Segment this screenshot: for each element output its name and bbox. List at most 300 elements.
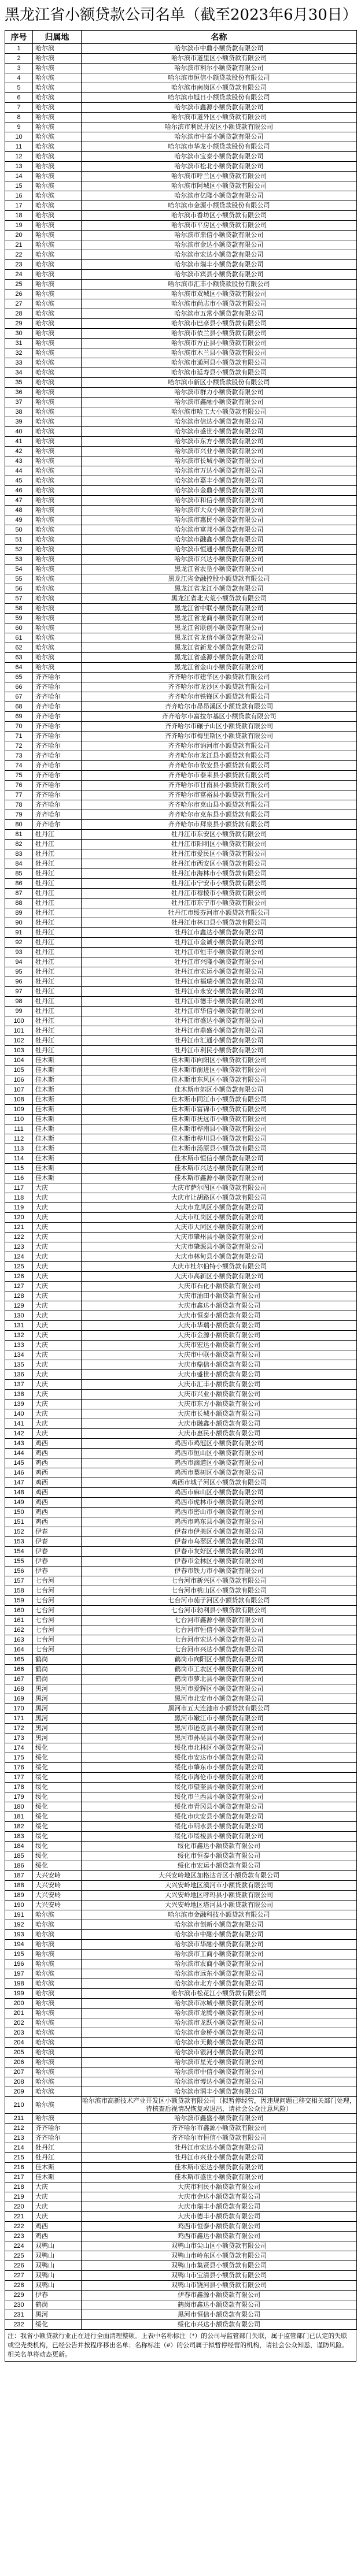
row-serial: 213 [5,2133,33,2143]
table-row [5,172,357,181]
row-region: 哈尔滨 [33,211,82,221]
row-serial: 143 [5,1439,33,1449]
table-row [5,1920,357,1930]
row-serial: 56 [5,584,33,594]
row-serial: 151 [5,1517,33,1527]
row-region: 哈尔滨 [33,1920,82,1930]
row-company-name: 哈尔滨市利民开发区小额贷款有限公司 [82,123,357,132]
row-region: 哈尔滨 [33,1979,82,1989]
table-row [5,123,357,132]
row-company-name: 哈尔滨市兴业小额贷款有限公司 [82,447,357,456]
column-header-region: 归属地 [33,31,82,44]
row-serial: 106 [5,1075,33,1085]
row-region: 哈尔滨 [33,604,82,614]
row-company-name: 牡丹江市阳明区小额贷款有限公司 [82,840,357,849]
row-company-name: 大庆市长城小额贷款有限公司 [82,1409,357,1419]
row-company-name: 大庆市金源小额贷款有限公司 [82,1331,357,1341]
table-row [5,977,357,987]
row-company-name: 黑河市嫩江市小额贷款有限公司 [82,1714,357,1724]
row-region: 鸡西 [33,1468,82,1478]
table-row [5,1016,357,1026]
row-company-name: 哈尔滨市惠民小额贷款有限公司 [82,515,357,525]
table-row [5,1812,357,1822]
row-serial: 55 [5,574,33,584]
row-company-name: 七台河市宏达小额贷款有限公司 [82,1635,357,1645]
row-serial: 131 [5,1321,33,1331]
row-serial: 175 [5,1753,33,1763]
row-region: 哈尔滨 [33,427,82,437]
row-company-name: 哈尔滨市道外区小额贷款有限公司 [82,113,357,123]
row-region: 哈尔滨 [33,368,82,378]
row-region: 鹤岗 [33,1655,82,1665]
row-serial: 139 [5,1400,33,1409]
row-region: 哈尔滨 [33,2028,82,2038]
row-region: 双鸭山 [33,2281,82,2291]
table-row [5,309,357,319]
row-region: 牡丹江 [33,830,82,840]
row-serial: 79 [5,810,33,820]
table-row [5,1881,357,1891]
table-row [5,2202,357,2212]
table-row [5,2281,357,2291]
row-serial: 190 [5,1901,33,1910]
column-header-serial: 序号 [5,31,33,44]
row-region: 牡丹江 [33,1016,82,1026]
row-company-name: 哈尔滨市龙跃小额贷款有限公司 [82,2018,357,2028]
row-region: 七台河 [33,1606,82,1616]
table-row [5,1242,357,1252]
table-row [5,1655,357,1665]
row-serial: 71 [5,732,33,741]
row-region: 牡丹江 [33,879,82,889]
row-company-name: 牡丹江市恒丰小额贷款有限公司 [82,948,357,957]
table-row [5,1930,357,1940]
row-region: 大庆 [33,1183,82,1193]
table-row [5,496,357,506]
table-row [5,761,357,771]
row-region: 牡丹江 [33,899,82,908]
row-serial: 21 [5,240,33,250]
row-company-name: 齐齐哈尔市铁锋区小额贷款有限公司 [82,692,357,702]
row-region: 齐齐哈尔 [33,712,82,722]
row-company-name: 齐齐哈尔市龙沙区小额贷款有限公司 [82,682,357,692]
row-region: 黑河 [33,1704,82,1714]
row-region: 齐齐哈尔 [33,722,82,732]
table-row [5,240,357,250]
table-row [5,1901,357,1910]
row-company-name: 哈尔滨市冰城小额贷款有限公司 [82,1999,357,2009]
row-company-name: 哈尔滨市金融科技小额贷款有限公司 [82,1910,357,1920]
table-row [5,908,357,918]
row-serial: 198 [5,1979,33,1989]
table-row [5,1115,357,1124]
row-company-name: 佳木斯市桦南县小额贷款有限公司 [82,1124,357,1134]
table-row [5,103,357,113]
row-serial: 22 [5,250,33,260]
table-row [5,967,357,977]
row-serial: 210 [5,2097,33,2114]
row-region: 大庆 [33,1213,82,1223]
row-company-name: 哈尔滨市鑫盛小额贷款有限公司 [82,2114,357,2124]
page-title: 黑龙江省小额贷款公司名单（截至2023年6月30日） [5,6,358,24]
row-region: 七台河 [33,1645,82,1655]
row-company-name: 哈尔滨市延寿县小额贷款有限公司 [82,368,357,378]
row-serial: 105 [5,1066,33,1075]
row-serial: 166 [5,1665,33,1675]
row-region: 绥化 [33,1851,82,1861]
row-company-name: 黑河市恒信小额贷款有限公司 [82,2310,357,2320]
row-serial: 149 [5,1498,33,1508]
table-row [5,1979,357,1989]
table-row [5,771,357,781]
row-serial: 13 [5,162,33,172]
row-serial: 126 [5,1272,33,1282]
row-company-name: 双鸭山市岭东区小额贷款有限公司 [82,2251,357,2261]
row-company-name: 佳木斯市兴达小额贷款有限公司 [82,1164,357,1174]
row-region: 齐齐哈尔 [33,820,82,830]
row-company-name: 黑龙江省联创小额贷款有限公司 [82,623,357,633]
row-region: 哈尔滨 [33,574,82,584]
row-region: 鸡西 [33,2232,82,2241]
row-serial: 76 [5,781,33,790]
table-row [5,781,357,790]
row-region: 绥化 [33,1743,82,1753]
row-company-name: 伊春市铁力市小额贷款有限公司 [82,1567,357,1576]
row-company-name: 大兴安岭地区塔河县小额贷款有限公司 [82,1901,357,1910]
table-row [5,1301,357,1311]
row-company-name: 哈尔滨市龙腾小额贷款有限公司 [82,2009,357,2018]
row-region: 大庆 [33,1203,82,1213]
table-row [5,2038,357,2048]
table-row [5,1861,357,1871]
table-row [5,2114,357,2124]
table-row [5,437,357,447]
table-row [5,525,357,535]
table-row [5,1675,357,1684]
row-company-name: 大庆市兴业小额贷款有限公司 [82,1390,357,1400]
table-row [5,1046,357,1056]
table-row [5,201,357,211]
table-row [5,1645,357,1655]
table-row [5,840,357,849]
row-region: 哈尔滨 [33,132,82,142]
row-company-name: 牡丹江市利民小额贷款有限公司 [82,1046,357,1056]
table-row [5,2212,357,2222]
row-company-name: 黑河市逊克县小额贷款有限公司 [82,1724,357,1734]
table-row [5,358,357,368]
row-serial: 134 [5,1350,33,1360]
row-serial: 221 [5,2212,33,2222]
table-row [5,594,357,604]
table-row [5,1910,357,1920]
table-row [5,2087,357,2097]
row-company-name: 哈尔滨市金鼎小额贷款有限公司 [82,486,357,496]
row-company-name: 哈尔滨市木兰县小额贷款有限公司 [82,348,357,358]
row-region: 七台河 [33,1596,82,1606]
table-row [5,2320,357,2330]
row-serial: 7 [5,103,33,113]
row-company-name: 佳木斯市同江市小额贷款有限公司 [82,1095,357,1105]
table-row [5,1390,357,1400]
row-company-name: 大庆市宏达小额贷款有限公司 [82,1341,357,1350]
row-serial: 36 [5,388,33,398]
row-company-name: 哈尔滨市工商小额贷款有限公司 [82,1950,357,1959]
row-region: 大庆 [33,2182,82,2192]
table-row [5,1311,357,1321]
row-serial: 226 [5,2261,33,2271]
row-company-name: 哈尔滨市利尔小额贷款有限公司 [82,64,357,73]
row-region: 佳木斯 [33,1085,82,1095]
table-row [5,2097,357,2114]
row-serial: 58 [5,604,33,614]
row-company-name: 哈尔滨市尚志市小额贷款有限公司 [82,299,357,309]
table-row [5,1429,357,1439]
row-company-name: 七台河市鑫源小额贷款有限公司 [82,1616,357,1625]
row-serial: 200 [5,1999,33,2009]
row-company-name: 齐齐哈尔市泰来县小额贷款有限公司 [82,771,357,781]
table-row [5,1154,357,1164]
row-region: 哈尔滨 [33,614,82,623]
row-company-name: 大庆市红岗区小额贷款有限公司 [82,1213,357,1223]
row-company-name: 鸡西市鸡东县小额贷款有限公司 [82,1517,357,1527]
row-serial: 193 [5,1930,33,1940]
row-serial: 41 [5,437,33,447]
row-serial: 23 [5,260,33,270]
row-region: 伊春 [33,2291,82,2300]
row-region: 鸡西 [33,1508,82,1517]
table-row [5,83,357,93]
row-company-name: 哈尔滨市华龙小额贷款股份有限公司 [82,142,357,152]
row-region: 牡丹江 [33,849,82,859]
row-serial: 61 [5,633,33,643]
row-serial: 179 [5,1792,33,1802]
row-region: 哈尔滨 [33,2068,82,2077]
table-row [5,1714,357,1724]
row-serial: 127 [5,1282,33,1291]
row-serial: 96 [5,977,33,987]
table-row [5,722,357,732]
row-company-name: 七台河市兴达小额贷款有限公司 [82,1645,357,1655]
row-region: 哈尔滨 [33,1940,82,1950]
row-company-name: 哈尔滨市五常小额贷款有限公司 [82,309,357,319]
row-company-name: 哈尔滨市兴达小额贷款有限公司 [82,555,357,565]
table-row [5,2058,357,2068]
row-company-name: 齐齐哈尔市富拉尔基区小额贷款有限公司 [82,712,357,722]
row-company-name: 鹤岗市工农区小额贷款有限公司 [82,1665,357,1675]
row-serial: 168 [5,1684,33,1694]
row-region: 哈尔滨 [33,191,82,201]
row-region: 哈尔滨 [33,172,82,181]
row-region: 伊春 [33,1547,82,1557]
row-company-name: 哈尔滨市和信小额贷款有限公司 [82,496,357,506]
row-company-name: 哈尔滨市方正县小额贷款有限公司 [82,339,357,348]
row-region: 佳木斯 [33,1105,82,1115]
row-serial: 17 [5,201,33,211]
table-row [5,1478,357,1488]
row-serial: 133 [5,1341,33,1350]
row-company-name: 牡丹江市兴业小额贷款有限公司 [82,2153,357,2163]
row-serial: 228 [5,2281,33,2291]
table-row [5,1291,357,1301]
row-serial: 102 [5,1036,33,1046]
row-company-name: 哈尔滨市华融小额贷款有限公司 [82,1940,357,1950]
table-row [5,1174,357,1183]
row-company-name: 牡丹江市爱民区小额贷款有限公司 [82,849,357,859]
row-region: 哈尔滨 [33,506,82,515]
row-region: 佳木斯 [33,1115,82,1124]
row-region: 佳木斯 [33,2173,82,2182]
table-row [5,928,357,938]
row-serial: 75 [5,771,33,781]
table-row [5,1822,357,1832]
row-serial: 32 [5,348,33,358]
row-region: 伊春 [33,1527,82,1537]
row-serial: 230 [5,2300,33,2310]
row-company-name: 齐齐哈尔市甘南县小额贷款有限公司 [82,781,357,790]
row-region: 哈尔滨 [33,535,82,545]
row-serial: 199 [5,1989,33,1999]
row-region: 双鸭山 [33,2271,82,2281]
row-serial: 66 [5,682,33,692]
row-serial: 141 [5,1419,33,1429]
row-serial: 98 [5,997,33,1007]
footnote: 注：我省小额贷款行业正在进行全面清理整顿。上表中名称标注（*）的公司与监管部门失联，属于监管部门已认定的失联或空壳类机构，已经公告并按程序移出名单；名称标注（#）的公司属于拟暂停经营的机构，请社会公众知悉，谨防风险。相关名单将动态更新。 [5,2330,356,2362]
table-row [5,2009,357,2018]
row-company-name: 牡丹江市鼎盛小额贷款有限公司 [82,1026,357,1036]
row-serial: 57 [5,594,33,604]
row-serial: 142 [5,1429,33,1439]
table-row [5,2300,357,2310]
row-region: 哈尔滨 [33,270,82,280]
row-region: 大庆 [33,1331,82,1341]
row-company-name: 牡丹江市兴隆小额贷款有限公司 [82,957,357,967]
row-company-name: 哈尔滨市润丰小额贷款有限公司 [82,2087,357,2097]
row-company-name: 哈尔滨市富邦小额贷款有限公司 [82,525,357,535]
row-company-name: 牡丹江市绥芬河市小额贷款有限公司 [82,908,357,918]
row-company-name: 佳木斯市郊区小额贷款有限公司 [82,1085,357,1095]
table-row [5,1252,357,1262]
table-row [5,918,357,928]
row-serial: 113 [5,1144,33,1154]
row-serial: 50 [5,525,33,535]
row-region: 七台河 [33,1586,82,1596]
row-company-name: 大庆市利民小额贷款有限公司 [82,2182,357,2192]
table-row [5,348,357,358]
row-company-name: 绥化市兰西县小额贷款有限公司 [82,1792,357,1802]
table-row [5,2251,357,2261]
table-row [5,1498,357,1508]
row-region: 牡丹江 [33,987,82,997]
table-row [5,614,357,623]
row-region: 牡丹江 [33,977,82,987]
row-company-name: 大庆市华瑞小额贷款有限公司 [82,1321,357,1331]
row-serial: 132 [5,1331,33,1341]
row-region: 黑河 [33,1734,82,1743]
table-row [5,1036,357,1046]
row-region: 牡丹江 [33,859,82,869]
table-row [5,889,357,899]
row-serial: 93 [5,948,33,957]
row-company-name: 绥化市望奎县小额贷款有限公司 [82,1783,357,1792]
row-region: 哈尔滨 [33,486,82,496]
row-company-name: 黑龙江省龙信小额贷款有限公司 [82,633,357,643]
row-region: 大庆 [33,1370,82,1380]
row-company-name: 牡丹江市海林市小额贷款有限公司 [82,869,357,879]
row-region: 哈尔滨 [33,388,82,398]
row-company-name: 哈尔滨市博达小额贷款有限公司 [82,2077,357,2087]
row-company-name: 绥化市北林区小额贷款有限公司 [82,1743,357,1753]
row-company-name: 齐齐哈尔市拜泉县小额贷款有限公司 [82,820,357,830]
row-serial: 35 [5,378,33,388]
table-row [5,1802,357,1812]
row-company-name: 牡丹江市金诚小额贷款有限公司 [82,938,357,948]
row-serial: 220 [5,2202,33,2212]
table-row [5,2143,357,2153]
row-region: 哈尔滨 [33,653,82,663]
row-company-name: 齐齐哈尔市碾子山区小额贷款有限公司 [82,722,357,732]
table-row [5,1959,357,1969]
row-serial: 95 [5,967,33,977]
row-serial: 31 [5,339,33,348]
row-company-name: 哈尔滨市汇丰小额贷款股份有限公司 [82,280,357,289]
row-company-name: 大庆市肇州县小额贷款有限公司 [82,1233,357,1242]
table-row [5,1350,357,1360]
row-company-name: 鸡西市鸡冠区小额贷款有限公司 [82,1439,357,1449]
row-serial: 170 [5,1704,33,1714]
row-company-name: 黑龙江省金融控股小额贷款有限公司 [82,574,357,584]
table-row [5,329,357,339]
table-row [5,1272,357,1282]
row-serial: 181 [5,1812,33,1822]
row-company-name: 哈尔滨市远东小额贷款有限公司 [82,1969,357,1979]
row-serial: 215 [5,2153,33,2163]
table-row [5,1999,357,2009]
row-serial: 115 [5,1164,33,1174]
table-row [5,1341,357,1350]
table-row [5,191,357,201]
row-company-name: 牡丹江市永安小额贷款有限公司 [82,987,357,997]
row-company-name: 哈尔滨市新区小额贷款股份有限公司 [82,378,357,388]
row-company-name: 哈尔滨市通河县小额贷款有限公司 [82,358,357,368]
table-row [5,574,357,584]
row-company-name: 绥化市安达市小额贷款有限公司 [82,1753,357,1763]
row-company-name: 绥化市海伦市小额贷款有限公司 [82,1773,357,1783]
row-serial: 44 [5,466,33,476]
row-serial: 156 [5,1567,33,1576]
row-region: 哈尔滨 [33,1969,82,1979]
row-serial: 150 [5,1508,33,1517]
row-serial: 62 [5,643,33,653]
row-serial: 196 [5,1959,33,1969]
row-region: 哈尔滨 [33,407,82,417]
row-serial: 225 [5,2251,33,2261]
row-company-name: 哈尔滨市万达小额贷款有限公司 [82,466,357,476]
row-company-name: 齐齐哈尔市富裕县小额贷款有限公司 [82,790,357,800]
row-serial: 135 [5,1360,33,1370]
row-region: 伊春 [33,1557,82,1567]
row-company-name: 齐齐哈尔市克东县小额贷款有限公司 [82,810,357,820]
table-row [5,987,357,997]
row-serial: 83 [5,849,33,859]
row-serial: 87 [5,889,33,899]
table-row [5,1056,357,1066]
table-row [5,604,357,614]
row-serial: 107 [5,1085,33,1095]
row-company-name: 黑河市爱辉区小额贷款有限公司 [82,1684,357,1694]
table-row [5,506,357,515]
row-serial: 148 [5,1488,33,1498]
row-region: 哈尔滨 [33,2077,82,2087]
